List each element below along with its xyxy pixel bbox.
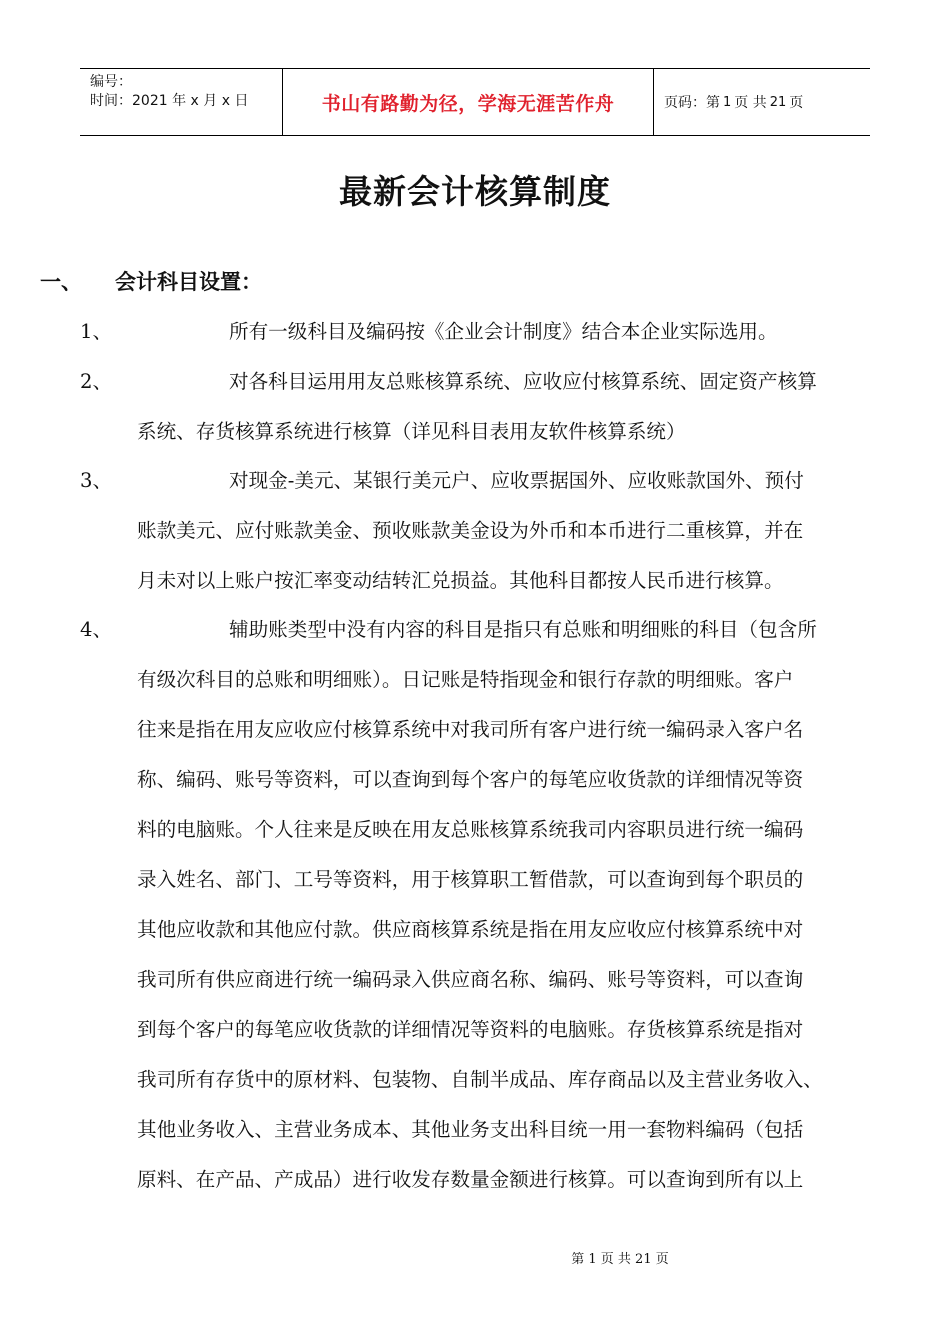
paragraph-line: 有级次科目的总账和明细账）。日记账是特指现金和银行存款的明细账。客户	[137, 668, 794, 691]
paragraph-line: 到每个客户的每笔应收货款的详细情况等资料的电脑账。存货核算系统是指对	[137, 1018, 804, 1041]
page-footer: 第 1 页 共 21 页	[571, 1252, 669, 1267]
page-current: 1	[723, 94, 732, 110]
list-item	[0, 307, 950, 357]
section-number: 一、	[40, 270, 82, 294]
paragraph-line: 对各科目运用用友总账核算系统、应收应付核算系统、固定资产核算	[229, 370, 817, 393]
paragraph-line: 月未对以上账户按汇率变动结转汇兑损益。其他科目都按人民币进行核算。	[137, 569, 784, 592]
section-title: 会计科目设置：	[115, 270, 262, 294]
paragraph-line: 料的电脑账。个人往来是反映在用友总账核算系统我司内容职员进行统一编码	[137, 818, 804, 841]
document-title: 最新会计核算制度	[339, 172, 611, 211]
paragraph-line: 系统、存货核算系统进行核算（详见科目表用友软件核算系统）	[137, 420, 686, 443]
header-motto: 书山有路勤为径，学海无涯苦作舟	[282, 69, 654, 135]
page-code-mid: 页 共	[734, 95, 767, 111]
paragraph-line: 原料、在产品、产成品）进行收发存数量金额进行核算。可以查询到所有以上	[137, 1168, 804, 1191]
list-item-index: 3、	[80, 469, 113, 492]
paragraph-line: 称、编码、账号等资料，可以查询到每个客户的每笔应收货款的详细情况等资	[137, 768, 804, 791]
list-item	[0, 605, 950, 1205]
paragraph-line: 我司所有存货中的原材料、包装物、自制半成品、库存商品以及主营业务收入、	[137, 1068, 823, 1091]
paragraph-line: 所有一级科目及编码按《企业会计制度》结合本企业实际选用。	[229, 320, 778, 343]
paragraph-line: 其他业务收入、主营业务成本、其他业务支出科目统一用一套物料编码（包括	[137, 1118, 804, 1141]
document-date: 时间：2021 年 x 月 x 日	[90, 93, 249, 109]
paragraph-line: 往来是指在用友应收应付核算系统中对我司所有客户进行统一编码录入客户名	[137, 718, 804, 741]
list-item	[0, 357, 950, 457]
list-item-index: 4、	[80, 618, 113, 641]
page-code-suffix: 页	[789, 95, 804, 111]
paragraph-line: 录入姓名、部门、工号等资料，用于核算职工暂借款，可以查询到每个职员的	[137, 868, 804, 891]
page-code-prefix: 页码：第	[664, 95, 720, 111]
header-page-code	[654, 69, 870, 135]
paragraph-line: 对现金-美元、某银行美元户、应收票据国外、应收账款国外、预付	[229, 469, 804, 492]
header-meta	[80, 69, 282, 135]
paragraph-line: 辅助账类型中没有内容的科目是指只有总账和明细账的科目（包含所	[229, 618, 817, 641]
paragraph-line: 其他应收款和其他应付款。供应商核算系统是指在用友应收应付核算系统中对	[137, 918, 804, 941]
list-item-index: 2、	[80, 370, 113, 393]
paragraph-line: 账款美元、应付账款美金、预收账款美金设为外币和本币进行二重核算，并在	[137, 519, 804, 542]
section-heading	[40, 266, 262, 296]
list-item	[0, 456, 950, 606]
list-item-index: 1、	[80, 320, 113, 343]
document-number-label: 编号：	[90, 74, 132, 90]
paragraph-line: 我司所有供应商进行统一编码录入供应商名称、编码、账号等资料，可以查询	[137, 968, 804, 991]
page-header	[80, 68, 870, 136]
page-total: 21	[769, 94, 787, 110]
